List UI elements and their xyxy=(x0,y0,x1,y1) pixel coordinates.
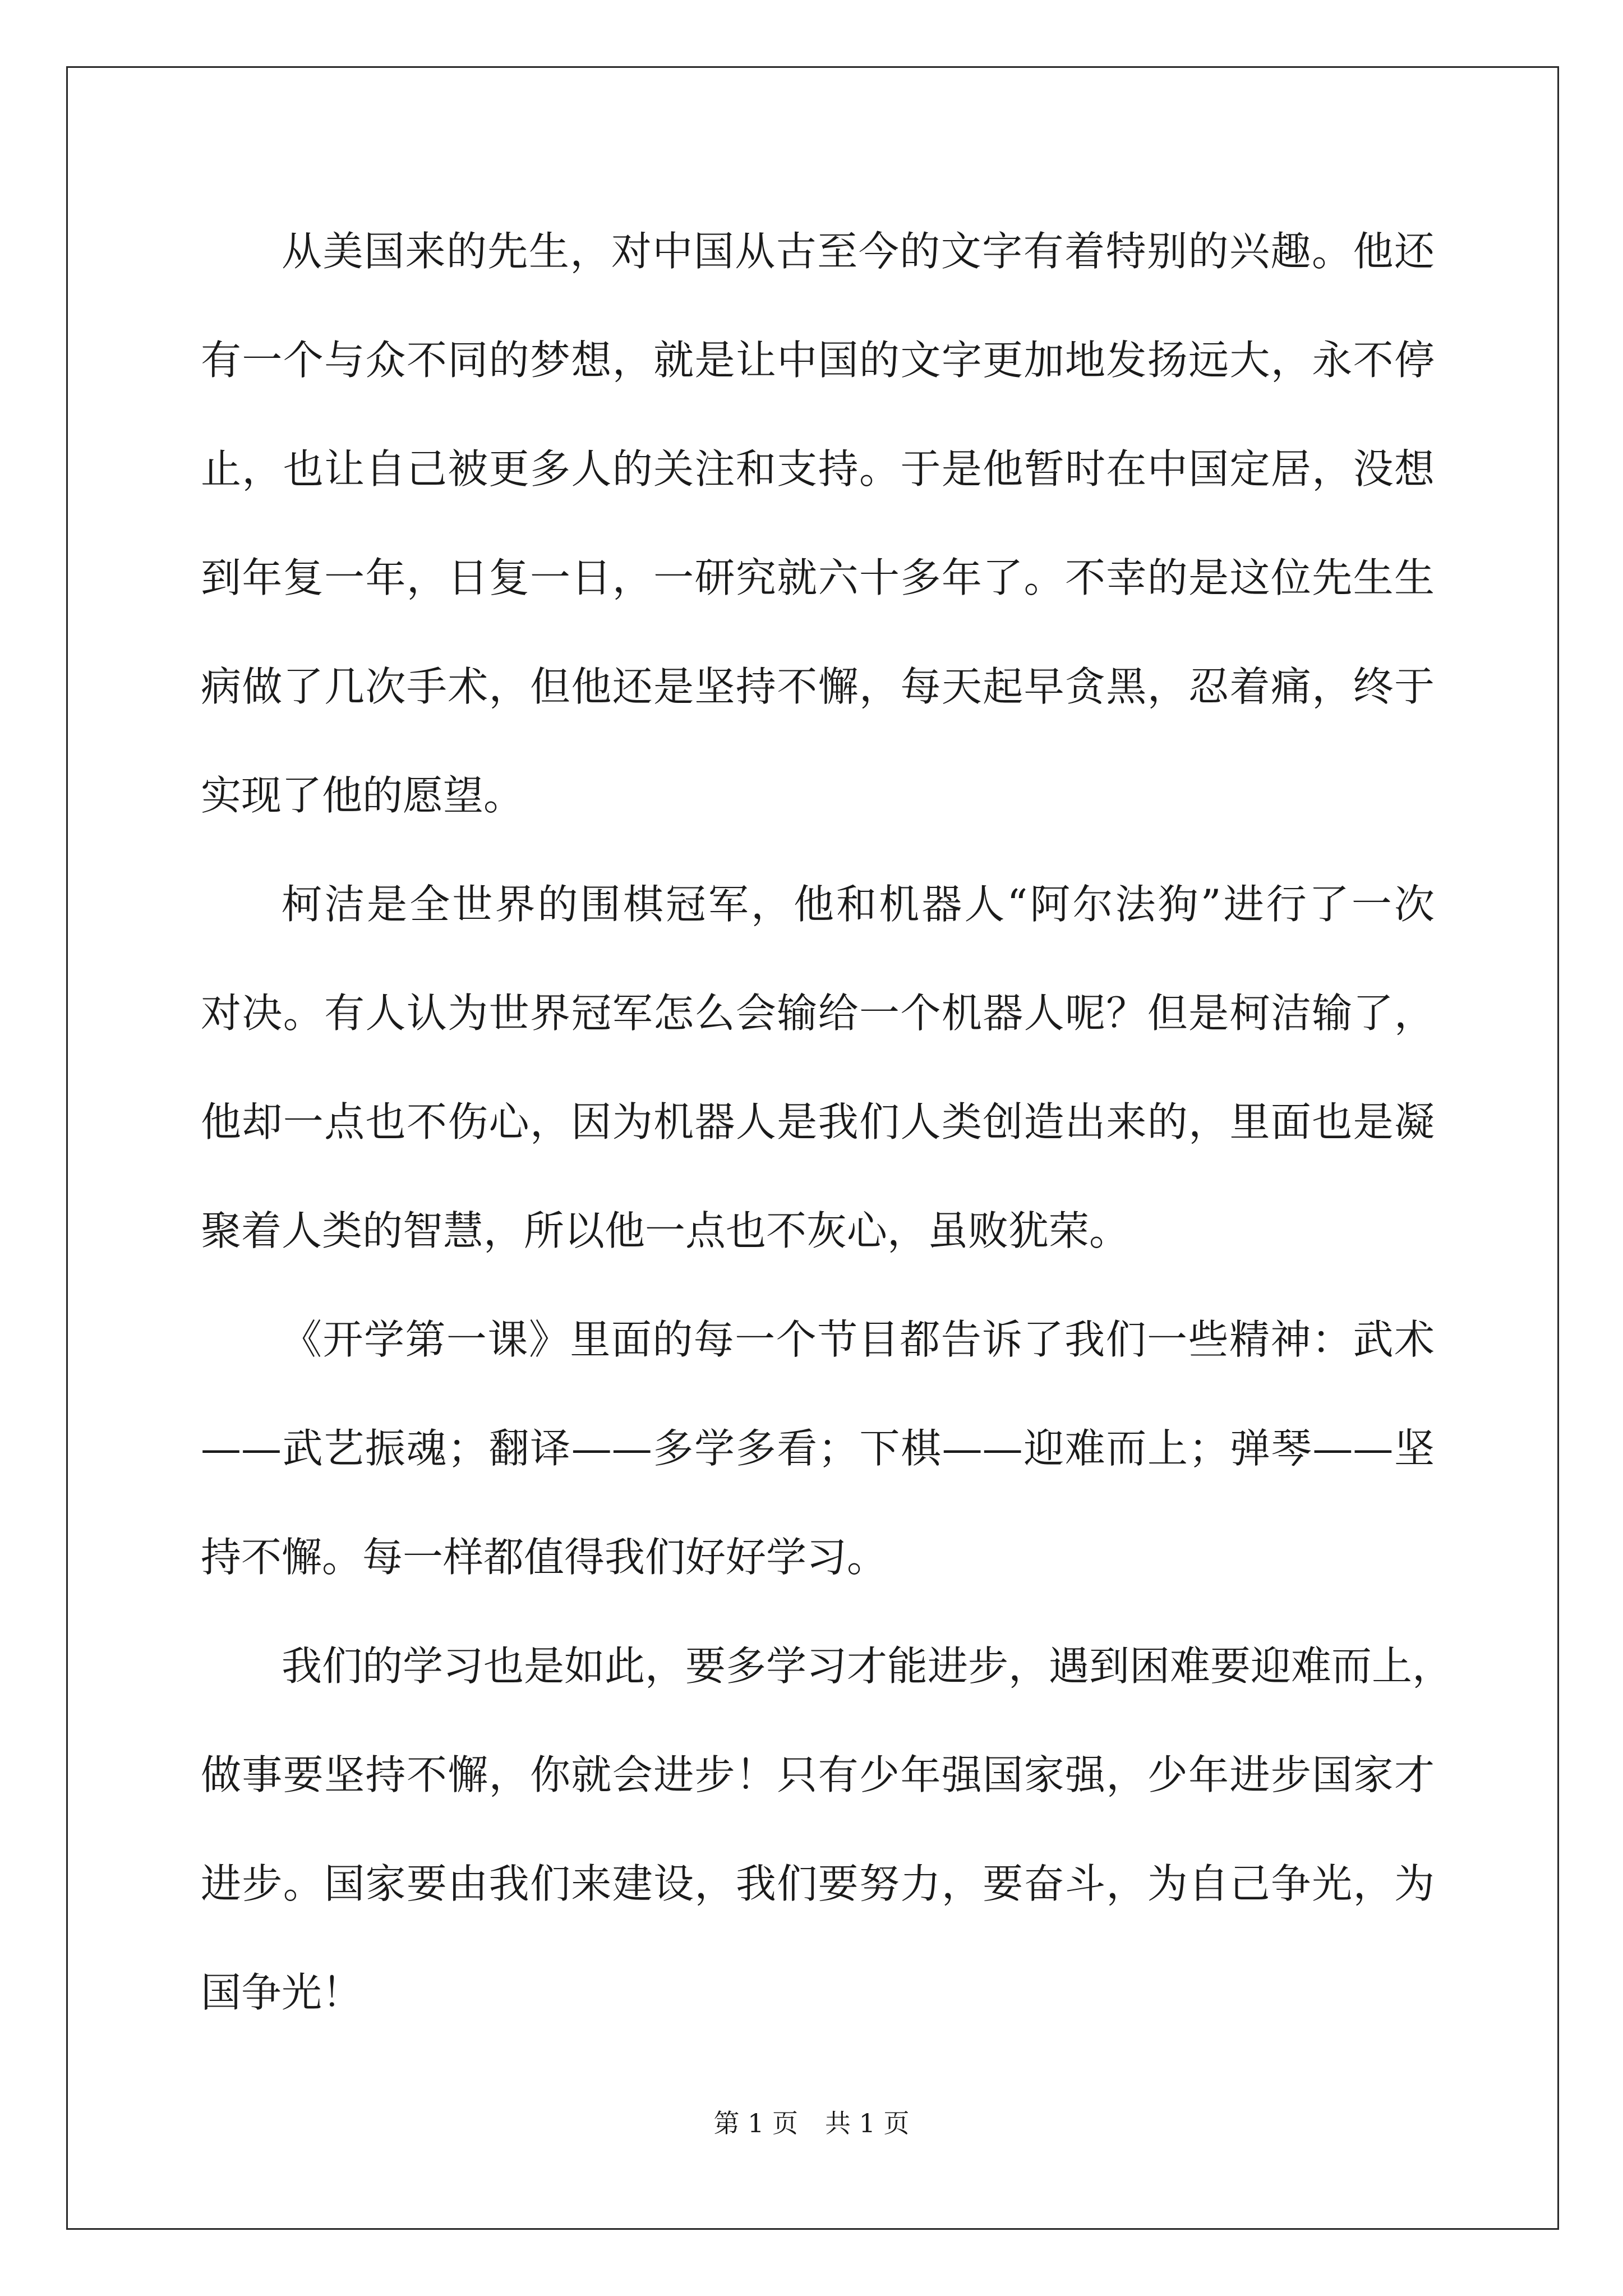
text-line: 有一个与众不同的梦想，就是让中国的文字更加地发扬远大，永不停 xyxy=(201,337,1435,384)
text-line: 持不懈。每一样都值得我们好好学习。 xyxy=(201,1534,888,1581)
text-line: ——武艺振魂；翻译——多学多看；下棋——迎难而上；弹琴——坚 xyxy=(201,1425,1435,1472)
text-line: 止，也让自己被更多人的关注和支持。于是他暂时在中国定居，没想 xyxy=(201,445,1435,493)
text-line: 《开学第一课》里面的每一个节目都告诉了我们一些精神：武术 xyxy=(282,1316,1435,1363)
text-line: 对决。有人认为世界冠军怎么会输给一个机器人呢？但是柯洁输了， xyxy=(201,990,1435,1037)
text-line: 从美国来的先生，对中国从古至今的文字有着特别的兴趣。他还 xyxy=(282,228,1435,275)
text-line: 病做了几次手术，但他还是坚持不懈，每天起早贪黑，忍着痛，终于 xyxy=(201,663,1435,710)
text-line: 他却一点也不伤心，因为机器人是我们人类创造出来的，里面也是凝 xyxy=(201,1098,1435,1145)
page-total: 共 1 页 xyxy=(825,2108,910,2138)
page-footer xyxy=(0,2106,1623,2140)
text-line: 聚着人类的智慧，所以他一点也不灰心，虽败犹荣。 xyxy=(201,1207,1130,1254)
text-line: 到年复一年，日复一日，一研究就六十多年了。不幸的是这位先生生 xyxy=(201,554,1435,601)
text-line: 实现了他的愿望。 xyxy=(201,772,524,819)
text-line: 我们的学习也是如此，要多学习才能进步，遇到困难要迎难而上， xyxy=(282,1642,1453,1690)
text-line: 做事要坚持不懈，你就会进步！只有少年强国家强，少年进步国家才 xyxy=(201,1751,1435,1798)
text-line: 进步。国家要由我们来建设，我们要努力，要奋斗，为自己争光，为 xyxy=(201,1860,1435,1907)
page-number: 第 1 页 xyxy=(713,2108,798,2138)
text-line: 柯洁是全世界的围棋冠军，他和机器人“阿尔法狗”进行了一次 xyxy=(282,881,1435,928)
text-line: 国争光！ xyxy=(201,1969,363,2016)
